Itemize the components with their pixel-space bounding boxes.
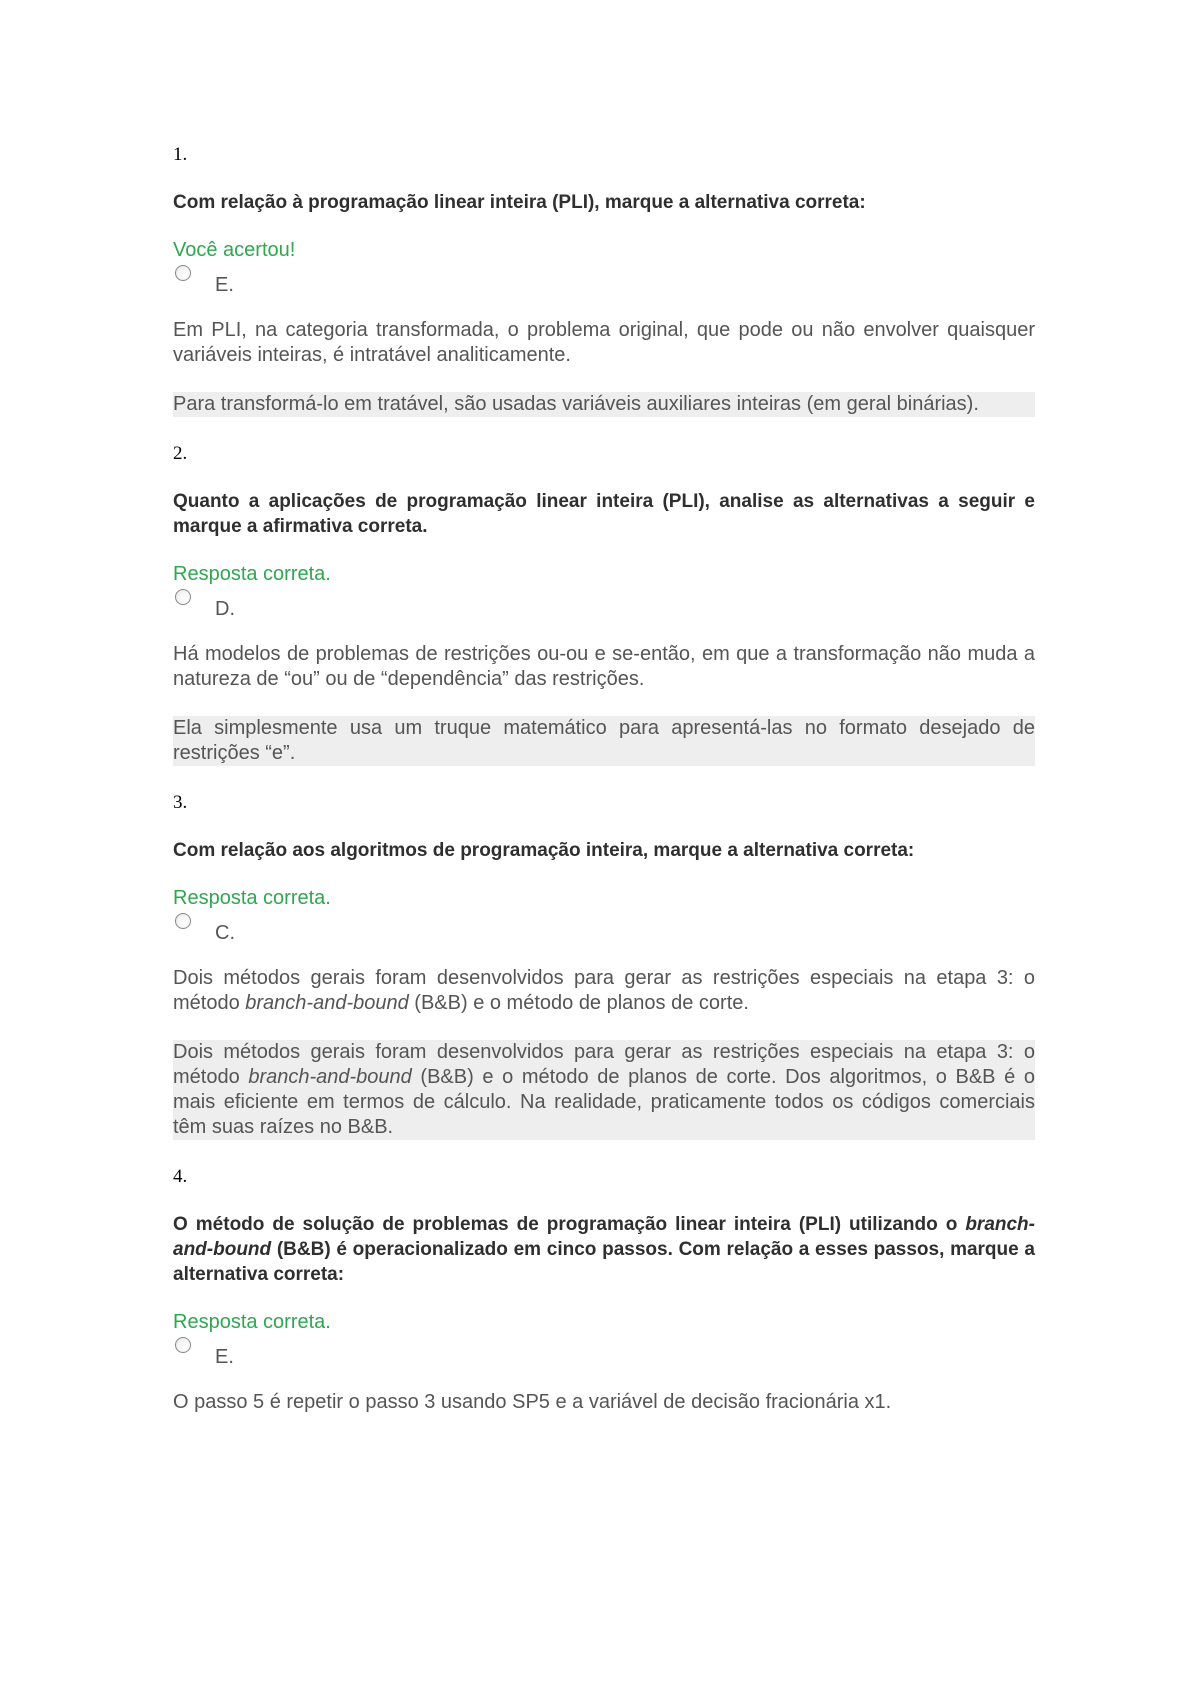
option-letter: E. [215,274,234,296]
radio-button[interactable] [175,1337,191,1353]
question-number: 1. [173,144,188,165]
feedback-text-end: (B&B) e o método de planos de corte. Dos algoritmos, o B&B é o mais eficiente em termos de cálculo. Na realidade, praticamente todos os códigos comerciais têm suas raízes no B&B. [173,1066,1036,1138]
radio-button[interactable] [175,265,191,281]
answer-text-start: Dois métodos gerais foram desenvolvidos para gerar as restrições especiais na etapa 3: o método [173,967,1035,1014]
question-1 [173,142,1035,417]
feedback-text [173,1040,1035,1140]
question-text: Com relação à programação linear inteira (PLI), marque a alternativa correta: [173,192,866,213]
selected-option[interactable] [173,265,1035,295]
option-letter: C. [215,922,235,944]
question-4 [173,1164,1035,1415]
result-status: Resposta correta. [173,887,331,909]
feedback-text-start: Dois métodos gerais foram desenvolvidos para gerar as restrições especiais na etapa 3: o método [173,1041,1035,1088]
selected-option[interactable] [173,1337,1035,1367]
question-2 [173,441,1035,766]
question-text-emphasis: branch-and-bound [173,1214,1035,1260]
radio-button[interactable] [175,589,191,605]
question-text-end: (B&B) é operacionalizado em cinco passos. Com relação a esses passos, marque a alternativa correta: [173,1239,1035,1285]
question-3 [173,790,1035,1140]
option-letter: E. [215,1346,234,1368]
question-text-start: O método de solução de problemas de programação linear inteira (PLI) utilizando o [173,1214,966,1235]
question-number: 3. [173,792,188,813]
feedback-text-emphasis: branch-and-bound [248,1066,412,1088]
result-status: Você acertou! [173,239,296,261]
answer-text-end: (B&B) e o método de planos de corte. [408,992,749,1014]
quiz-review-page [173,142,1035,1439]
selected-option[interactable] [173,913,1035,943]
answer-text: O passo 5 é repetir o passo 3 usando SP5 e a variável de decisão fracionária x1. [173,1391,892,1413]
feedback-text: Ela simplesmente usa um truque matemático para apresentá-las no formato desejado de restrições “e”. [173,717,1035,764]
question-text: Com relação aos algoritmos de programação inteira, marque a alternativa correta: [173,840,915,861]
question-number: 2. [173,443,188,464]
result-status: Resposta correta. [173,1311,331,1333]
answer-text [173,966,1035,1016]
answer-text: Em PLI, na categoria transformada, o problema original, que pode ou não envolver quaisquer variáveis inteiras, é intratável analiticamente. [173,319,1035,366]
answer-text-emphasis: branch-and-bound [245,992,409,1014]
radio-button[interactable] [175,913,191,929]
question-text: Quanto a aplicações de programação linear inteira (PLI), analise as alternativas a seguir e marque a afirmativa correta. [173,491,1035,537]
feedback-text: Para transformá-lo em tratável, são usadas variáveis auxiliares inteiras (em geral binárias). [173,392,1035,417]
result-status: Resposta correta. [173,563,331,585]
option-letter: D. [215,598,235,620]
selected-option[interactable] [173,589,1035,619]
answer-text: Há modelos de problemas de restrições ou-ou e se-então, em que a transformação não muda a natureza de “ou” ou de “dependência” das restrições. [173,643,1035,690]
question-text [173,1212,1035,1287]
question-number: 4. [173,1166,188,1187]
